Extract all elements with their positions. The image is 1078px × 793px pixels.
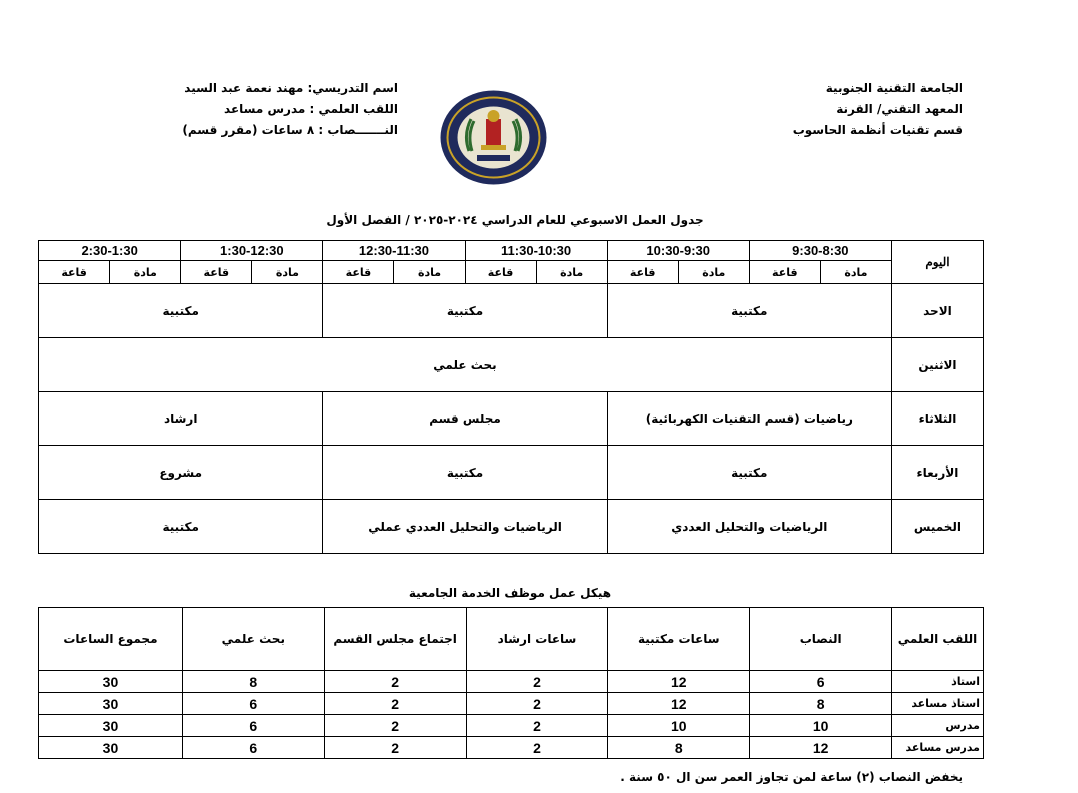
institute-logo <box>439 89 548 186</box>
time-slot: 9:30-8:30 <box>749 241 891 261</box>
weekly-schedule-table <box>38 240 984 554</box>
table-cell: 30 <box>39 737 183 759</box>
schedule-row <box>39 392 984 446</box>
table-cell: 2 <box>466 693 608 715</box>
university-name: الجامعة التقنية الجنوبية <box>825 81 963 95</box>
table-cell: 10 <box>750 715 892 737</box>
table-cell: 2 <box>324 737 466 759</box>
table-cell: مدرس مساعد <box>892 737 984 759</box>
schedule-cell: مكتبية <box>323 284 607 338</box>
table-cell: 12 <box>608 671 750 693</box>
subject-label: مادة <box>678 261 749 284</box>
day-name: الثلاثاء <box>891 392 983 446</box>
room-label: قاعة <box>607 261 678 284</box>
subject-label: مادة <box>252 261 323 284</box>
day-name: الاثنين <box>891 338 983 392</box>
department-name: قسم تقنيات أنظمة الحاسوب <box>792 123 963 137</box>
table-row <box>39 737 984 759</box>
schedule-cell: مكتبية <box>607 284 891 338</box>
schedule-cell: مكتبية <box>607 446 891 500</box>
time-slot: 2:30-1:30 <box>39 241 181 261</box>
schedule-row <box>39 446 984 500</box>
day-header: اليوم <box>891 241 983 284</box>
table-cell: 6 <box>182 693 324 715</box>
table-cell: 2 <box>324 671 466 693</box>
day-name: الأربعاء <box>891 446 983 500</box>
table-cell: 30 <box>39 693 183 715</box>
footnote: يخفض النصاب (٢) ساعة لمن تجاوز العمر سن ال ٥٠ سنة . <box>620 770 963 784</box>
teaching-load: النـــــــصاب : ٨ ساعات (مقرر قسم) <box>182 123 398 137</box>
table-cell: استاذ <box>892 671 984 693</box>
table-cell: 30 <box>39 715 183 737</box>
schedule-row <box>39 284 984 338</box>
column-header: ساعات مكتبية <box>608 608 750 671</box>
schedule-cell: مكتبية <box>39 284 323 338</box>
schedule-cell: ارشاد <box>39 392 323 446</box>
table-cell: 2 <box>466 671 608 693</box>
institution-header <box>793 78 963 141</box>
day-name: الاحد <box>891 284 983 338</box>
subject-label: مادة <box>536 261 607 284</box>
table-row <box>39 671 984 693</box>
table-cell: 6 <box>750 671 892 693</box>
day-name: الخميس <box>891 500 983 554</box>
work-structure-table <box>38 607 984 759</box>
table-cell: 2 <box>324 693 466 715</box>
schedule-cell: بحث علمي <box>39 338 892 392</box>
structure-title: هيكل عمل موظف الخدمة الجامعية <box>408 586 612 600</box>
schedule-row <box>39 338 984 392</box>
table-cell: 6 <box>182 715 324 737</box>
table-cell: 2 <box>324 715 466 737</box>
institute-name: المعهد التقني/ القرنة <box>836 102 963 116</box>
room-label: قاعة <box>323 261 394 284</box>
room-label: قاعة <box>39 261 110 284</box>
subject-label: مادة <box>394 261 465 284</box>
room-label: قاعة <box>181 261 252 284</box>
schedule-cell: مجلس قسم <box>323 392 607 446</box>
schedule-row <box>39 500 984 554</box>
table-cell: مدرس <box>892 715 984 737</box>
table-cell: 8 <box>750 693 892 715</box>
academic-title: اللقب العلمي : مدرس مساعد <box>224 102 398 116</box>
column-header: ساعات ارشاد <box>466 608 608 671</box>
table-cell: 2 <box>466 715 608 737</box>
time-slot: 12:30-11:30 <box>323 241 465 261</box>
table-cell: استاذ مساعد <box>892 693 984 715</box>
column-header: مجموع الساعات <box>39 608 183 671</box>
table-cell: 8 <box>182 671 324 693</box>
table-cell: 10 <box>608 715 750 737</box>
table-cell: 30 <box>39 671 183 693</box>
room-label: قاعة <box>749 261 820 284</box>
column-header: اللقب العلمي <box>892 608 984 671</box>
table-cell: 8 <box>608 737 750 759</box>
table-cell: 2 <box>466 737 608 759</box>
column-header: اجتماع مجلس القسم <box>324 608 466 671</box>
subject-label: مادة <box>110 261 181 284</box>
table-cell: 12 <box>750 737 892 759</box>
teacher-name: اسم التدريسي: مهند نعمة عبد السيد <box>184 81 398 95</box>
table-row <box>39 693 984 715</box>
schedule-cell: مشروع <box>39 446 323 500</box>
schedule-cell: مكتبية <box>323 446 607 500</box>
schedule-cell: مكتبية <box>39 500 323 554</box>
schedule-cell: الرياضيات والتحليل العددي <box>607 500 891 554</box>
table-cell: 12 <box>608 693 750 715</box>
schedule-cell: الرياضيات والتحليل العددي عملي <box>323 500 607 554</box>
table-row <box>39 715 984 737</box>
teacher-info <box>182 78 398 141</box>
schedule-cell: رياضيات (قسم التقنيات الكهربائية) <box>607 392 891 446</box>
column-header: النصاب <box>750 608 892 671</box>
subject-label: مادة <box>820 261 891 284</box>
table-cell: 6 <box>182 737 324 759</box>
schedule-title: جدول العمل الاسبوعي للعام الدراسي ٢٠٢٤-٢٠٢٥ / الفصل الأول <box>326 213 704 227</box>
time-slot: 1:30-12:30 <box>181 241 323 261</box>
column-header: بحث علمي <box>182 608 324 671</box>
room-label: قاعة <box>465 261 536 284</box>
time-slot: 11:30-10:30 <box>465 241 607 261</box>
time-slot: 10:30-9:30 <box>607 241 749 261</box>
